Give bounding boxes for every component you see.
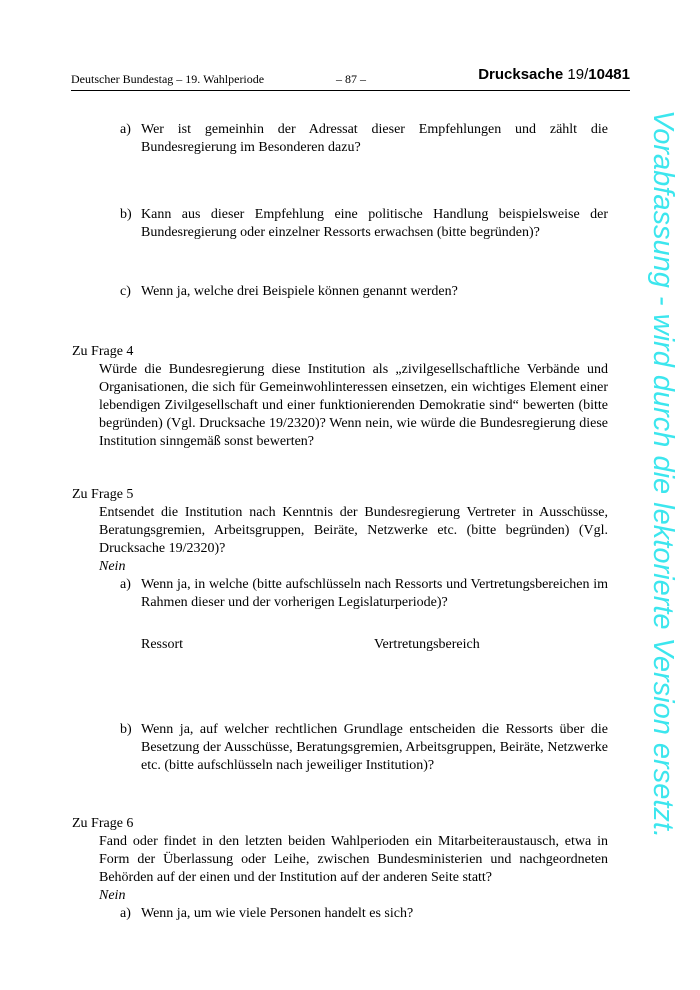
frage6-a-text: Wenn ja, um wie viele Personen handelt es sich? [141,906,414,921]
header-document-number [478,66,630,84]
draft-watermark-text: Vorabfassung - wird durch die lektorierte Version ersetzt. [647,110,679,839]
item-a-label: a) [120,122,131,137]
header-number: 10481 [588,66,630,83]
draft-watermark [643,110,683,910]
frage5-a-label: a) [120,577,131,592]
table-header-ressort: Ressort [141,637,183,652]
table-header-vertretungsbereich: Vertretungsbereich [374,637,480,652]
frage6-text: Fand oder findet in den letzten beiden Wahlperioden ein Mitarbeiteraustausch, etwa in Form der Überlassung oder Leihe, zwischen Bundesministerien und nachgeordneten Behörden auf der einen und der Institution auf der anderen Seite statt? [99,834,608,885]
frage5-a-text: Wenn ja, in welche (bitte aufschlüsseln nach Ressorts und Vertretungsbereichen im Rahmen dieser und der vorherigen Legislaturperiode)? [141,577,608,610]
item-b-text: Kann aus dieser Empfehlung eine politische Handlung beispielsweise der Bundesregierung oder einzelner Ressorts erwachsen (bitte begründen)? [141,207,608,240]
frage5-b-label: b) [120,722,132,737]
page-header [71,68,630,91]
frage5-text: Entsendet die Institution nach Kenntnis der Bundesregierung Vertreter in Ausschüsse, Beratungsgremien, Arbeitsgruppen, Beiräte, Netzwerke etc. (bitte begründen) (Vgl. Drucksache 19/2320)? [99,505,608,556]
item-b-label: b) [120,207,132,222]
frage4-text: Würde die Bundesregierung diese Institution als „zivilgesellschaftliche Verbände und Organisationen, die sich für Gemeinwohlinteressen einsetzen, ein wichtiges Element einer lebendigen Zivilgesellschaft und einer funktionierenden Demokratie sind“ bewerten (bitte begründen) (Vgl. Drucksache 19/2320)? Wenn nein, wie würde die Bundesregierung diese Institution sinngemäß sonst bewerten? [99,362,608,449]
frage6-answer: Nein [99,888,126,903]
item-c-text: Wenn ja, welche drei Beispiele können genannt werden? [141,284,458,299]
item-c-label: c) [120,284,131,299]
header-drucksache-label: Drucksache [478,66,564,83]
frage4-heading: Zu Frage 4 [72,344,134,359]
header-page-number: – 87 – [336,72,366,86]
header-publication: Deutscher Bundestag – 19. Wahlperiode [71,72,265,86]
frage5-heading: Zu Frage 5 [72,487,134,502]
frage6-heading: Zu Frage 6 [72,816,134,831]
frage6-a-label: a) [120,906,131,921]
frage5-b-text: Wenn ja, auf welcher rechtlichen Grundlage entscheiden die Ressorts über die Besetzung der Ausschüsse, Beratungsgremien, Arbeitsgruppen, Beiräte, Netzwerke etc. (bitte aufschlüsseln nach jeweiliger Institution)? [141,722,608,773]
frage5-answer: Nein [99,559,126,574]
header-number-prefix: 19/ [567,66,589,83]
item-a-text: Wer ist gemeinhin der Adressat dieser Empfehlungen und zählt die Bundesregierung im Besonderen dazu? [141,122,608,155]
